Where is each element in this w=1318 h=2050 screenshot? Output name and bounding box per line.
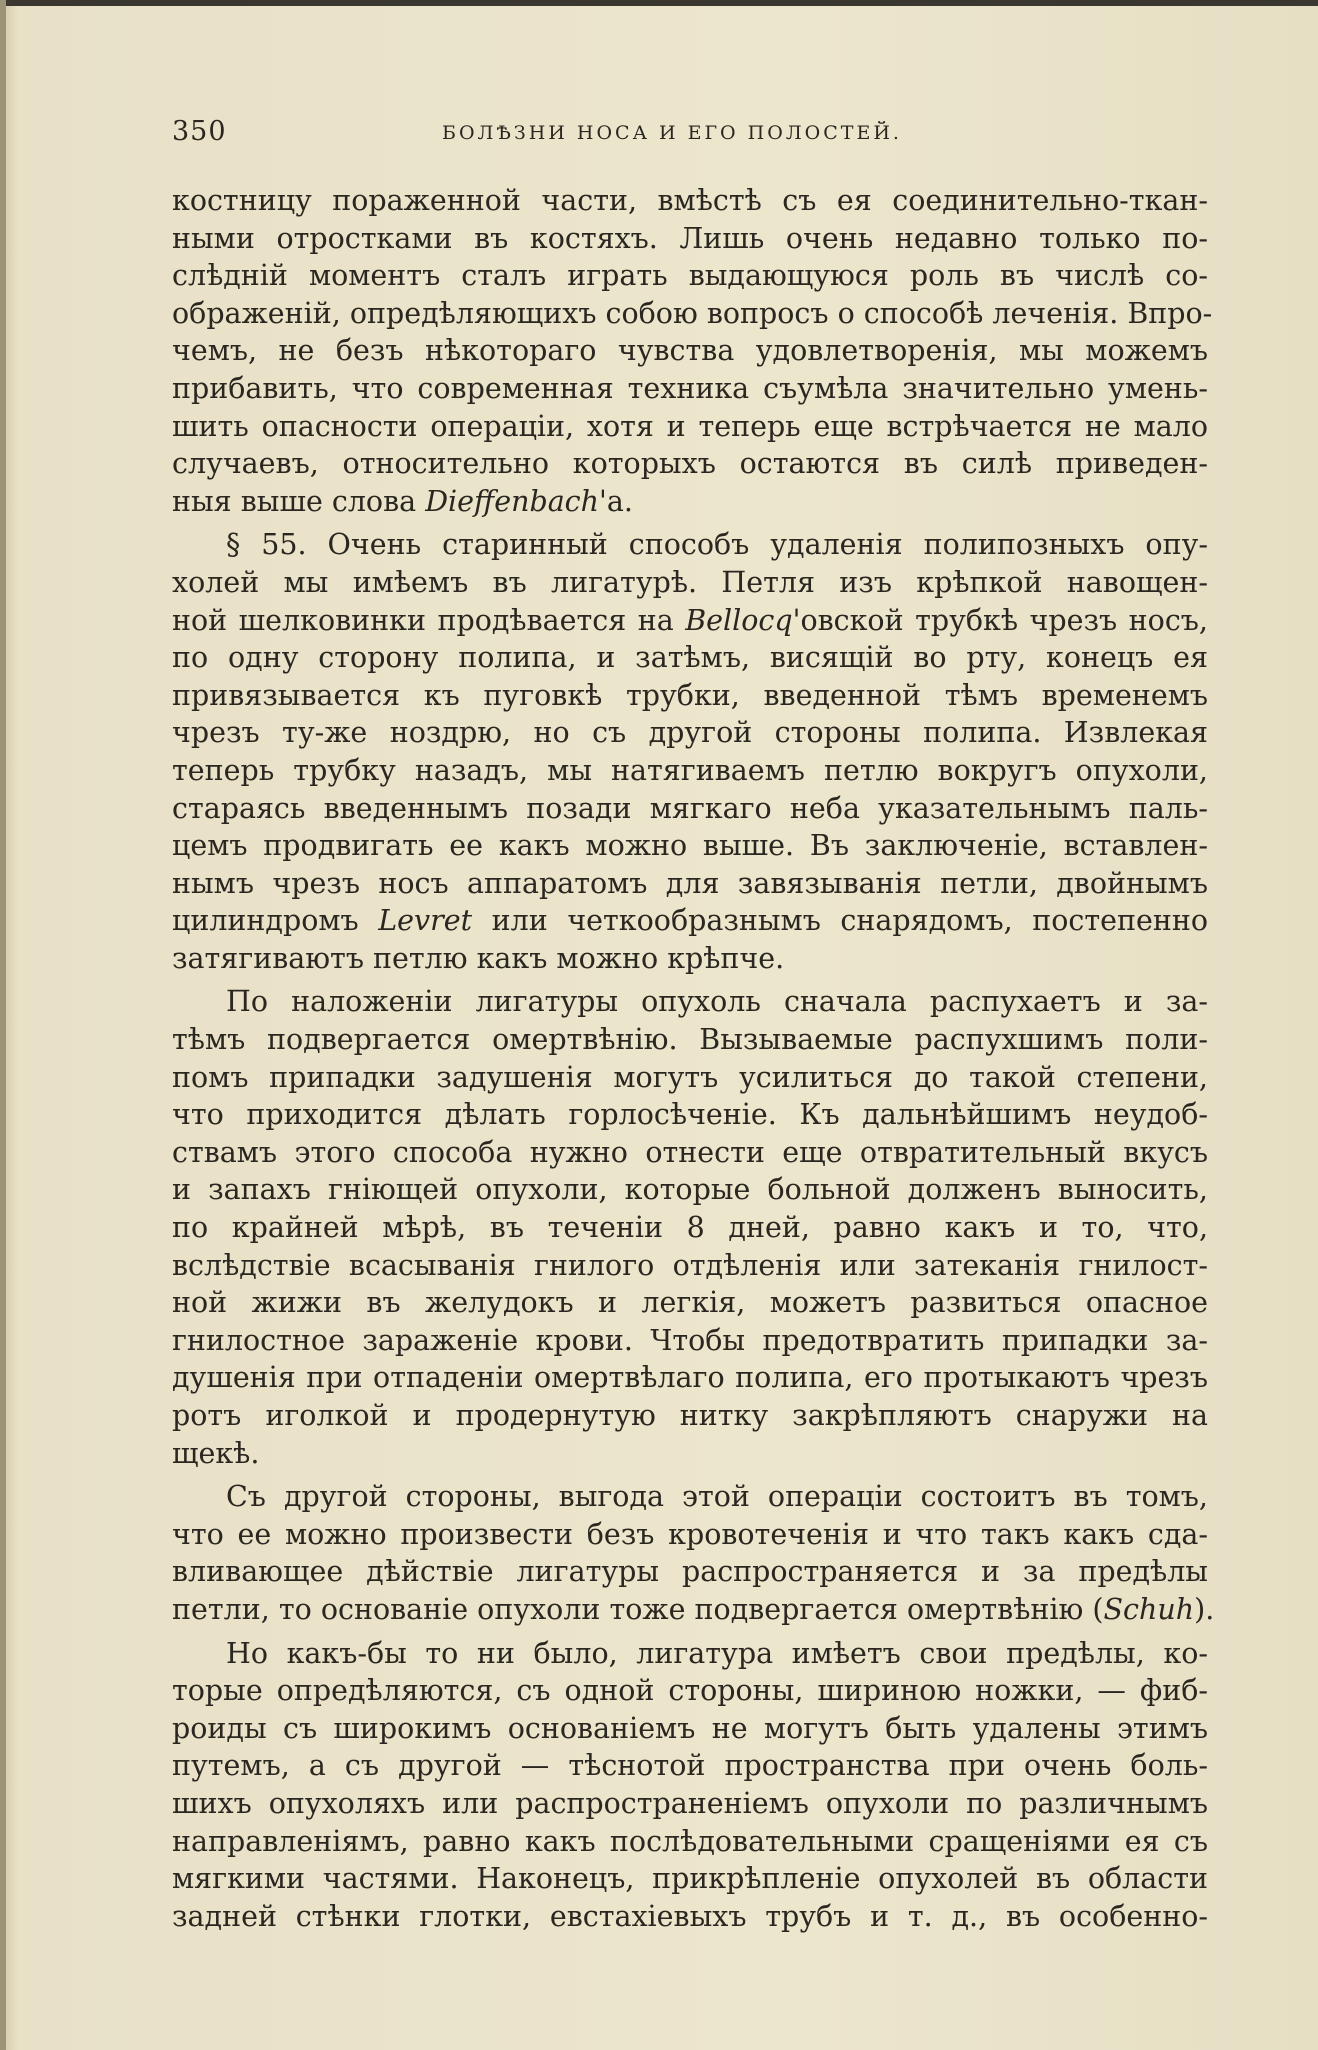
text-line: шить опасности операціи, хотя и теперь еще встрѣчается не мало	[172, 409, 1208, 443]
page-number: 350	[172, 116, 227, 147]
text-line: ротъ иголкой и продернутую нитку закрѣпляютъ снаружи на	[172, 1399, 1208, 1432]
top-edge-shadow	[0, 0, 1318, 6]
text-line: что ее можно произвести безъ кровотеченія и что такъ какъ сда-	[172, 1517, 1208, 1551]
text-line: цилиндромъ Levret или четкообразнымъ снарядомъ, постепенно	[172, 904, 1208, 938]
body-text	[172, 182, 1215, 1941]
text-line: вливающее дѣйствіе лигатуры распространяется и за предѣлы	[172, 1555, 1208, 1589]
text-line: роиды съ широкимъ основаніемъ не могутъ быть удалены этимъ	[172, 1711, 1208, 1745]
text-line: холей мы имѣемъ въ лигатурѣ. Петля изъ крѣпкой навощен-	[172, 565, 1208, 599]
left-edge-shadow	[0, 0, 6, 2050]
text-line: нымъ чрезъ носъ аппаратомъ для завязыванія петли, двойнымъ	[172, 866, 1208, 900]
text-line: ображеній, опредѣляющихъ собою вопросъ о способѣ леченія. Впро-	[172, 296, 1213, 330]
text-line: помъ припадки задушенія могутъ усилиться до такой степени,	[172, 1060, 1208, 1094]
text-line: ной жижи въ желудокъ и легкія, можетъ развиться опасное	[172, 1286, 1208, 1320]
text-line: теперь трубку назадъ, мы натягиваемъ петлю вокругъ опухоли,	[172, 753, 1208, 787]
text-line: стараясь введеннымъ позади мягкаго неба указательнымъ паль-	[172, 791, 1208, 825]
italic-name: Schuh	[1103, 1592, 1195, 1626]
text-line: цемъ продвигать ее какъ можно выше. Въ заключеніе, вставлен-	[172, 829, 1208, 863]
text-line: ныя выше слова Dieffenbach'а.	[172, 484, 633, 518]
italic-name: Bellocq	[685, 603, 793, 637]
text-line: Но какъ-бы то ни было, лигатура имѣетъ свои предѣлы, ко-	[226, 1636, 1208, 1670]
text-line: чемъ, не безъ нѣкотораго чувства удовлетворенія, мы можемъ	[172, 334, 1208, 368]
text-line: ными отростками въ костяхъ. Лишь очень недавно только по-	[172, 221, 1208, 255]
text-line: вслѣдствіе всасыванія гнилого отдѣленія или затеканія гнилост-	[172, 1248, 1208, 1282]
text-line: по крайней мѣрѣ, въ теченіи 8 дней, равно какъ и то, что,	[172, 1211, 1208, 1245]
text-line: петли, то основаніе опухоли тоже подвергается омертвѣнію (Schuh).	[172, 1592, 1215, 1626]
text-line: § 55. Очень старинный способъ удаленія полипозныхъ опу-	[226, 528, 1208, 562]
paragraph-5	[172, 1635, 1208, 1936]
text-line: Съ другой стороны, выгода этой операціи состоитъ въ томъ,	[226, 1480, 1208, 1514]
running-title: БОЛѢЗНИ НОСА И ЕГО ПОЛОСТЕЙ.	[442, 122, 902, 144]
italic-name: Dieffenbach	[425, 484, 600, 518]
paragraph-1	[172, 182, 1213, 520]
text-line: затягиваютъ петлю какъ можно крѣпче.	[172, 941, 785, 975]
page-header	[172, 112, 1172, 152]
paragraph-3	[172, 983, 1208, 1472]
text-line: задней стѣнки глотки, евстахіевыхъ трубъ и т. д., въ особенно-	[172, 1899, 1208, 1933]
text-line: щекѣ.	[172, 1436, 260, 1470]
text-line: гнилостное зараженіе крови. Чтобы предотвратить припадки за-	[172, 1323, 1208, 1357]
text-line: костницу пораженной части, вмѣстѣ съ ея соединительно-ткан-	[172, 184, 1208, 217]
text-line: направленіямъ, равно какъ послѣдовательными сращеніями ея съ	[172, 1824, 1208, 1858]
text-line: и запахъ гніющей опухоли, которые больной долженъ выносить,	[172, 1173, 1208, 1207]
italic-name: Levret	[378, 904, 473, 938]
text-line: По наложеніи лигатуры опухоль сначала распухаетъ и за-	[226, 985, 1208, 1019]
text-line: ствамъ этого способа нужно отнести еще отвратительный вкусъ	[172, 1135, 1208, 1169]
text-line: привязывается къ пуговкѣ трубки, введенной тѣмъ временемъ	[172, 678, 1208, 712]
text-line: душенія при отпаденіи омертвѣлаго полипа, его протыкаютъ чрезъ	[172, 1361, 1208, 1395]
text-line: тѣмъ подвергается омертвѣнію. Вызываемые распухшимъ поли-	[172, 1023, 1208, 1057]
text-line: шихъ опухоляхъ или распространеніемъ опухоли по различнымъ	[172, 1786, 1208, 1820]
text-line: случаевъ, относительно которыхъ остаются въ силѣ приведен-	[172, 447, 1208, 481]
text-line: слѣдній моментъ сталъ играть выдающуюся роль въ числѣ со-	[172, 259, 1208, 293]
text-line: по одну сторону полипа, и затѣмъ, висящій во рту, конецъ ея	[172, 641, 1208, 675]
text-line: ной шелковинки продѣвается на Bellocq'овской трубкѣ чрезъ носъ,	[172, 603, 1208, 637]
text-line: чрезъ ту-же ноздрю, но съ другой стороны полипа. Извлекая	[172, 716, 1208, 750]
text-line: что приходится дѣлать горлосѣченіе. Къ дальнѣйшимъ неудоб-	[172, 1098, 1208, 1132]
paragraph-4	[172, 1478, 1215, 1628]
text-line: путемъ, а съ другой — тѣснотой пространства при очень боль-	[172, 1749, 1208, 1783]
text-line: мягкими частями. Наконецъ, прикрѣпленіе опухолей въ области	[172, 1862, 1208, 1896]
paragraph-2	[172, 526, 1208, 977]
text-line: торые опредѣляются, съ одной стороны, шириною ножки, — фиб-	[172, 1674, 1208, 1708]
text-line: прибавить, что современная техника съумѣла значительно умень-	[172, 371, 1208, 405]
